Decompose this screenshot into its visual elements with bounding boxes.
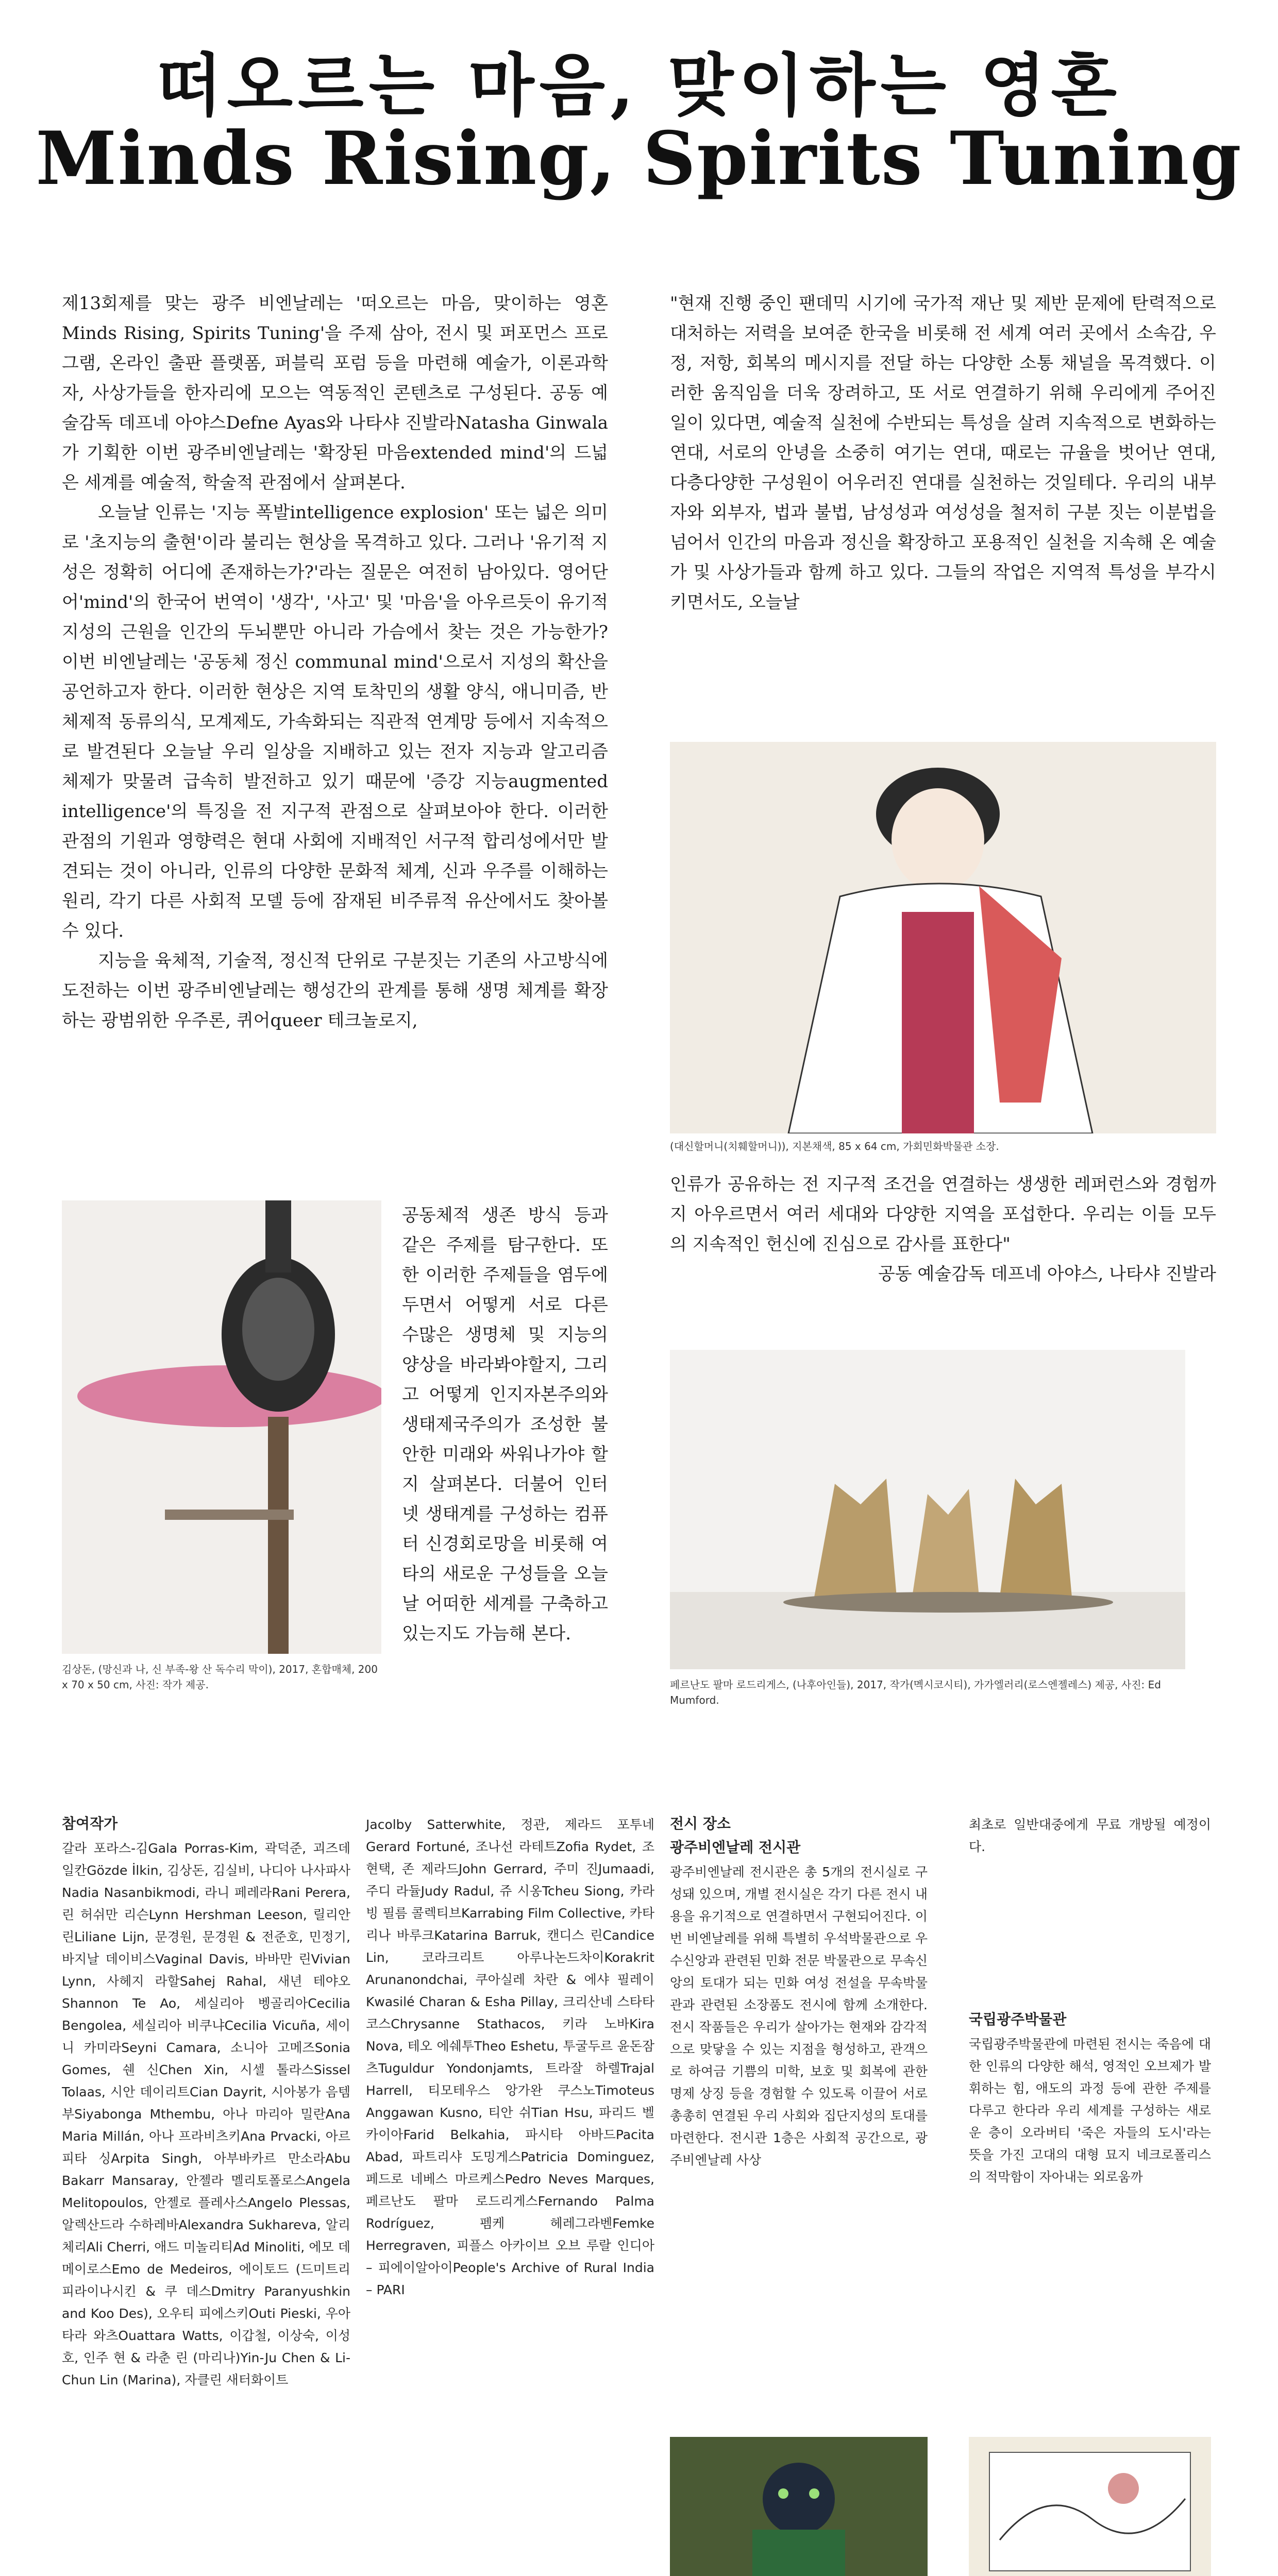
- venues-column: [670, 1814, 928, 2171]
- venues-heading: 전시 장소: [670, 1815, 731, 1832]
- sculpture-installation-caption: 페르난도 팔마 로드리게스, (나후아인들), 2017, 작가(멕시코시티), 가가엘러리(로스엔젤레스) 제공, 사진: Ed Mumford.: [670, 1679, 1161, 1706]
- directors-signature: 공동 예술감독 데프네 아야스, 나타샤 진발라: [878, 1264, 1216, 1284]
- title-korean: 떠오르는 마음, 맞이하는 영혼: [156, 46, 1122, 126]
- intro-left-narrow-column: [402, 1200, 608, 1649]
- frozen-pages-graphic: [969, 2437, 1211, 2576]
- artists-list-2: Jacolby Satterwhite, 정관, 제라드 포투네Gerard Fortuné, 조나선 라테트Zofia Rydet, 조현택, 존 제라드John Gerrard, 주미 진Jumaadi, 주디 라듈Judy Radul, 쥬 시옹Tcheu Siong, 카라빙 필름 콜렉티브Karrabing Film Collective, 카타리나 바루크Katarina Barruk, 캔디스 린Candice Lin, 코라크리트 아루나논드차이Korakrit Arunanondchai, 쿠아실레 차란 & 에샤 필레이Kwasilé Charan & Esha Pillay, 크리산네 스타타코스Chrysanne Stathacos, 키라 노바Kira Nova, 테오 에쉐투Theo Eshetu, 투굴두르 윤돈잠츠Tuguldur Yondonjamts, 트라잘 하렐Trajal Harrell, 티모테우스 앙가완 쿠스노Timoteus Anggawan Kusno, 티안 쉬Tian Hsu, 파리드 벨카이아Farid Belkahia, 파시타 아바드Pacita Abad, 파트리샤 도밍게스Patricia Dominguez, 페드로 네베스 마르케스Pedro Neves Marques, 페르난도 팔마 로드리게스Fernando Palma Rodríguez, 펨케 헤레그라벤Femke Herregraven, 피플스 아카이브 오브 루랄 인디아 – 피에이알아이People's Archive of Rural India – PARI: [366, 1817, 654, 2297]
- venue-biennale-hall-text: 광주비엔날레 전시관은 총 5개의 전시실로 구성돼 있으며, 개별 전시실은 각기 다른 전시 내용을 유기적으로 연결하면서 구현되어진다. 이번 비엔날레를 위해 특별히 우석박물관으로 우수신앙과 관련된 민화 전문 박물관으로 무속신앙의 토대가 되는 민화 여성 전설을 무속박물관과 관련된 소장품도 전시에 함께 소개한다. 전시 작품들은 우리가 살아가는 현재와 감각적으로 맞닿을 수 있는 지점을 형성하고, 관객으로 하여금 기쁨의 미학, 보호 및 회복에 관한 명제 상징 등을 경험할 수 있도록 이끌어 서로 총총히 연결된 우리 사회와 집단지성의 토대를 마련한다. 전시관 1층은 사회적 공간으로, 광주비엔날레 사상: [670, 1865, 928, 2167]
- frozen-pages-image: [969, 2437, 1211, 2576]
- folk-painting-woman-image: [670, 742, 1216, 1133]
- mask-artwork-graphic: [62, 1200, 381, 1654]
- title-english: Minds Rising, Spirits Tuning: [36, 116, 1242, 201]
- mask-artwork-caption: 김상돈, (망신과 나, 신 부족-왕 산 독수리 막이), 2017, 혼합매체, 200 x 70 x 50 cm, 사진: 작가 제공.: [62, 1663, 378, 1691]
- intro-left-column: [62, 289, 608, 1036]
- drone-mask-image: [670, 2437, 928, 2576]
- sculpture-installation-image: [670, 1350, 1185, 1669]
- sculpture-installation-graphic: [670, 1350, 1185, 1669]
- mask-artwork-image: [62, 1200, 381, 1654]
- drone-mask-graphic: [670, 2437, 928, 2576]
- venue-national-museum-heading: 국립광주박물관: [969, 2011, 1067, 2028]
- director-quote: "현재 진행 중인 팬데믹 시기에 국가적 재난 및 제반 문제에 탄력적으로 대처하는 저력을 보여준 한국을 비롯해 전 세계 여러 곳에서 소속감, 우정, 저항, 회복의 메시지를 전달 하는 다양한 소통 채널을 목격했다. 이러한 움직임을 더욱 장려하고, 또 서로 연결하기 위해 우리에게 주어진 일이 있다면, 예술적 실천에 수반되는 특성을 살려 지속적으로 변화하는 연대, 서로의 안녕을 소중히 여기는 연대, 때로는 규율을 벗어난 연대, 다층다양한 구성원이 어우러진 연대를 실천하는 것일테다. 우리의 내부자와 외부자, 법과 불법, 남성성과 여성성을 철저히 구분 짓는 이분법을 넘어서 인간의 마음과 정신을 확장하고 포용적인 실천을 지속해 온 예술가 및 사상가들과 함께 하고 있다. 그들의 작업은 지역적 특성을 부각시키면서도, 오늘날: [670, 293, 1216, 613]
- intro-right-column: [670, 289, 1216, 617]
- intro-paragraph-1: 제13회제를 맞는 광주 비엔날레는 '떠오르는 마음, 맞이하는 영혼 Minds Rising, Spirits Tuning'을 주제 삼아, 전시 및 퍼포먼스 프로그램, 온라인 출판 플랫폼, 퍼블릭 포럼 등을 마련해 예술가, 이론과학자, 사상가들을 한자리에 모으는 역동적인 콘텐츠로 구성된다. 공동 예술감독 데프네 아야스Defne Ayas와 나타샤 진발라Natasha Ginwala가 기획한 이번 광주비엔날레는 '확장된 마음extended mind'의 드넓은 세계를 예술적, 학술적 관점에서 살펴본다.: [62, 293, 608, 493]
- artists-column-1: [62, 1814, 350, 2391]
- venue-national-museum-text: 국립광주박물관에 마련된 전시는 죽음에 대한 인류의 다양한 해석, 영적인 오브제가 발휘하는 힘, 애도의 과정 등에 관한 주제를 다루고 한다라 우리 세계를 구성하는 새로운 층이 오라버티 '죽은 자들의 도시'라는 뜻을 가진 고대의 대형 묘지 네크로폴리스의 적막함이 자아내는 외로움까: [969, 2037, 1211, 2184]
- national-museum-column: [969, 2009, 1211, 2188]
- venues-continued-column: [969, 1814, 1211, 1858]
- intro-paragraph-4: 공동체적 생존 방식 등과 같은 주제를 탐구한다. 또한 이러한 주제들을 염두에 두면서 어떻게 서로 다른 수많은 생명체 및 지능의 양상을 바라봐야할지, 그리고 어떻게 인지자본주의와 생태제국주의가 조성한 불안한 미래와 싸워나가야 할지 살펴본다. 더불어 인터넷 생태계를 구성하는 컴퓨터 신경회로망을 비롯해 여타의 새로운 구성들을 오늘날 어떠한 세계를 구축하고 있는지도 가늠해 본다.: [402, 1205, 608, 1644]
- artists-heading: 참여작가: [62, 1815, 118, 1832]
- director-quote-continued: 인류가 공유하는 전 지구적 조건을 연결하는 생생한 레퍼런스와 경험까지 아우르면서 여러 세대와 다양한 지역을 포섭한다. 우리는 이들 모두의 지속적인 헌신에 진심으로 감사를 표한다": [670, 1174, 1216, 1255]
- folk-painting-woman-caption: (대신할머니(치훼할머니)), 지본채색, 85 x 64 cm, 가회민화박물관 소장.: [670, 1140, 999, 1153]
- venue-biennale-hall-heading: 광주비엔날레 전시관: [670, 1839, 801, 1856]
- venue-biennale-hall-text-continued: 최초로 일반대중에게 무료 개방될 예정이다.: [969, 1817, 1211, 1854]
- intro-right-continuation: [670, 1170, 1216, 1289]
- artists-list-1: 갈라 포라스-김Gala Porras-Kim, 곽덕준, 괴즈데 일칸Gözde İlkin, 김상돈, 김실비, 나디아 나사파사Nadia Nasanbikmodi, 라니 페레라Rani Perera, 린 허쉬만 리슨Lynn Hershman Leeson, 릴리안 린Liliane Lijn, 문경원, 문경원 & 전준호, 민정기, 바지날 데이비스Vaginal Davis, 바바만 린Vivian Lynn, 사헤지 라할Sahej Rahal, 새년 테야오Shannon Te Ao, 세실리아 벵골리아Cecilia Bengolea, 세실리아 비쿠냐Cecilia Vicuña, 세이니 카미라Seyni Camara, 소니아 고메즈Sonia Gomes, 쉔 신Chen Xin, 시셀 톨라스Sissel Tolaas, 시안 데이리트Cian Dayrit, 시아봉가 음템부Siyabonga Mthembu, 아나 마리아 밀란Ana Maria Millán, 아나 프라비츠키Ana Prvacki, 아르피타 싱Arpita Singh, 아부바카르 만소라Abu Bakarr Mansaray, 안젤라 멜리토폴로스Angela Melitopoulos, 안젤로 플레사스Angelo Plessas, 알렉산드라 수하레바Alexandra Sukhareva, 알리 체리Ali Cherri, 애드 미놀리티Ad Minoliti, 에모 데메이로스Emo de Medeiros, 에이토드 (드미트리 피라이나시킨 & 쿠 데스Dmitry Paranyushkin and Koo Des), 오우티 피에스키Outi Pieski, 우아타라 와츠Ouattara Watts, 이갑철, 이상숙, 이성호, 인주 현 & 라춘 린 (마리나)Yin-Ju Chen & Li-Chun Lin (Marina), 자클린 새터화이트: [62, 1841, 350, 2387]
- artists-column-2: [366, 1814, 654, 2301]
- folk-painting-woman-graphic: [670, 742, 1216, 1133]
- intro-paragraph-2: 오늘날 인류는 '지능 폭발intelligence explosion' 또는 넓은 의미로 '초지능의 출현'이라 불리는 현상을 목격하고 있다. 그러나 '유기적 지성은 정확히 어디에 존재하는가?'라는 질문은 여전히 남아있다. 영어단어'mind'의 한국어 번역이 '생각', '사고' 및 '마음'을 아우르듯이 유기적 지성의 근원을 인간의 두뇌뿐만 아니라 가슴에서 찾는 것은 가능한가? 이번 비엔날레는 '공동체 정신 communal mind'으로서 지성의 확산을 공언하고자 한다. 이러한 현상은 지역 토착민의 생활 양식, 애니미즘, 반체제적 동류의식, 모계제도, 가속화되는 직관적 연계망 등에서 지속적으로 발견된다 오늘날 우리 일상을 지배하고 있는 전자 지능과 알고리즘 체제가 맞물려 급속히 발전하고 있기 때문에 '증강 지능augmented intelligence'의 특징을 전 지구적 관점으로 살펴보아야 한다. 이러한 관점의 기원과 영향력은 현대 사회에 지배적인 서구적 합리성에서만 발견되는 것이 아니라, 인류의 다양한 문화적 체계, 신과 우주를 이해하는 원리, 각기 다른 사회적 모델 등에 잠재된 비주류적 유산에서도 찾아볼 수 있다.: [62, 502, 608, 941]
- intro-paragraph-3: 지능을 육체적, 기술적, 정신적 단위로 구분짓는 기존의 사고방식에 도전하는 이번 광주비엔날레는 행성간의 관계를 통해 생명 체계를 확장하는 광범위한 우주론, 퀴어queer 테크놀로지,: [62, 951, 608, 1031]
